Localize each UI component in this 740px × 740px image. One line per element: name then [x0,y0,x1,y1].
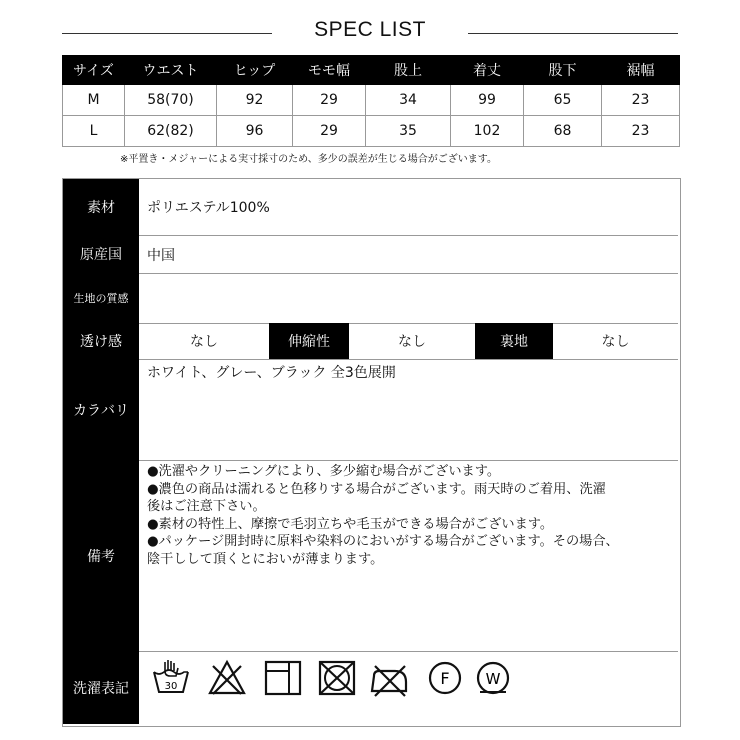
spec-row-colors [63,359,678,461]
page-title: SPEC LIST [314,18,426,41]
spec-row-material [63,179,678,236]
no-tumble-dry-icon [317,658,357,698]
dry-clean-letter: F [440,669,450,688]
table-row [63,85,680,116]
remark-line: ●濃色の商品は濡れると色移りする場合がございます。雨天時のご着用、洗濯 [147,481,606,497]
cell: 62(82) [125,116,217,147]
cell: 34 [366,85,451,116]
remark-line: 陰干しして頂くとにおいが薄まります。 [147,551,384,567]
header-waist: ウエスト [125,56,217,85]
remark-line: ●パッケージ開封時に原料や染料のにおいがする場合がございます。その場合、 [147,534,619,549]
cell: M [63,85,125,116]
header-rise: 股上 [366,56,451,85]
remarks-text [147,463,677,568]
origin-value: 中国 [147,248,175,264]
dry-clean-f-icon [425,658,465,698]
spec-table [62,178,681,727]
measurement-note: ※平置き・メジャーによる実寸採寸のため、多少の誤差が生じる場合がございます。 [120,154,497,165]
table-row [63,116,680,147]
wet-clean-w-icon [473,658,513,698]
cell: 58(70) [125,85,217,116]
no-iron-icon [369,658,409,698]
cell: 96 [217,116,293,147]
cell: 65 [524,85,602,116]
cell: 29 [293,85,366,116]
wet-clean-letter: W [485,670,501,688]
title-rule-right [468,33,678,34]
header-hip: ヒップ [217,56,293,85]
care-label: 洗濯表記 [63,651,139,724]
spec-row-properties [63,323,678,360]
spec-row-origin [63,235,678,274]
cell: 23 [602,116,680,147]
header-length: 着丈 [451,56,524,85]
transparency-value: なし [190,334,218,350]
cell: 23 [602,85,680,116]
texture-label: 生地の質感 [63,273,139,323]
cell: 92 [217,85,293,116]
header-thigh: モモ幅 [293,56,366,85]
no-bleach-icon [207,658,247,698]
remarks-label: 備考 [63,460,139,651]
wash-temp-text: 30 [164,681,178,692]
cell: L [63,116,125,147]
color-label: カラバリ [63,359,139,460]
size-table-header [63,56,680,85]
cell: 99 [451,85,524,116]
cell: 68 [524,116,602,147]
material-label: 素材 [63,179,139,235]
transparency-label: 透け感 [63,323,139,359]
material-value: ポリエステル100% [147,200,270,216]
header-inseam: 股下 [524,56,602,85]
stretch-label: 伸縮性 [269,323,349,359]
cell: 102 [451,116,524,147]
lining-value: なし [601,334,630,350]
line-dry-icon [263,658,303,698]
header-size: サイズ [63,56,125,85]
size-table [62,55,680,147]
spec-row-remarks [63,460,678,652]
spec-row-texture [63,273,678,324]
cell: 35 [366,116,451,147]
cell: 29 [293,116,366,147]
remark-line: ●洗濯やクリーニングにより、多少縮む場合がございます。 [147,464,501,479]
stretch-value: なし [398,334,426,350]
origin-label: 原産国 [63,235,139,273]
remark-line: ●素材の特性上、摩擦で毛羽立ちや毛玉ができる場合がございます。 [147,516,554,532]
remark-line: 後はご注意下さい。 [147,499,266,514]
header-hem: 裾幅 [602,56,680,85]
hand-wash-30-icon [151,658,191,698]
spec-row-care [63,651,678,724]
color-value: ホワイト、グレー、ブラック 全3色展開 [147,365,396,381]
lining-label: 裏地 [475,323,553,359]
